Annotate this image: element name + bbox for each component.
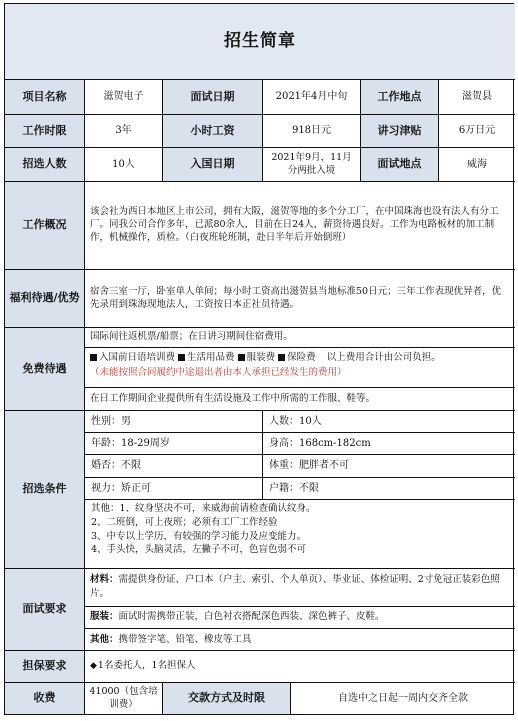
cond-weight: 体重：肥胖者不可 (263, 455, 515, 478)
free-benefits-block (85, 328, 515, 411)
guarantee-text: 1名委托人，1名担保人 (97, 660, 196, 672)
free-item-1 (90, 352, 175, 363)
value-training-allowance: 6万日元 (439, 115, 515, 148)
cond-age: 年龄：18-29周岁 (85, 433, 263, 455)
cond-other-4: 4、手头快，头脑灵活，左撇子不可，色盲色弱不可 (91, 544, 307, 556)
work-overview-text: 该会社为西日本地区上市公司，拥有大阪，滋贺等地的多个分工厂，在中国珠海也设有法人有分工厂。同我公司合作多年，已派80余人，目前在日24人，薪资待遇良好。工作为电路板材的加工制作，机械操作，质检。（白夜班轮班制，赴日半年后开始倒班） (85, 182, 515, 270)
free-item-2 (178, 352, 235, 363)
interview-block (85, 569, 515, 651)
free-item-4-text: 保险费 (287, 352, 316, 363)
label-fee: 收费 (5, 683, 85, 714)
label-payment-terms: 交款方式及时限 (163, 683, 291, 714)
cond-vision: 视力：矫正可 (85, 478, 263, 500)
square-bullet-icon (278, 354, 285, 361)
free-item-4 (278, 352, 316, 363)
other-label: 其他： (90, 633, 119, 645)
label-conditions: 招选条件 (5, 411, 85, 569)
free-line-airfare: 国际间往返机票/船票；在日讲习期间住宿费用。 (85, 328, 515, 348)
page-title-text: 招生简章 (224, 31, 296, 52)
interview-materials (85, 569, 515, 607)
square-bullet-icon (90, 354, 97, 361)
label-benefits: 福利待遇/优势 (5, 270, 85, 328)
guarantee-value (85, 651, 515, 683)
value-hourly-wage: 918日元 (263, 115, 361, 148)
cond-other-1: 其他：1、纹身坚决不可，来威海前请检查确认纹身。 (91, 503, 316, 514)
label-interview-location: 面试地点 (361, 148, 439, 182)
label-training-allowance: 讲习津贴 (361, 115, 439, 148)
value-project-name: 滋贺电子 (85, 80, 163, 115)
materials-label: 材料： (90, 574, 119, 585)
free-items-suffix: 以上费用合计由公司负担。 (326, 352, 441, 363)
materials-text: 需提供身份证、户口本（户主、索引、个人单页）、毕业证、体检证明、2寸免冠正装彩色照片。 (90, 574, 500, 600)
cond-others (85, 500, 515, 569)
label-work-location: 工作地点 (361, 80, 439, 115)
page-title (5, 4, 515, 80)
conditions-block (85, 411, 515, 569)
label-free-benefits: 免费待遇 (5, 328, 85, 411)
value-payment-terms: 自选中之日起一周内交齐全款 (338, 692, 468, 704)
label-work-overview: 工作概况 (5, 182, 85, 270)
free-item-3-text: 服装费 (246, 352, 276, 363)
free-item-1-text: 入国前日语培训费 (99, 352, 176, 363)
free-note-red: （未能按照合同履约中途退出者由本人承担已经发生的费用） (90, 366, 347, 378)
dress-text: 面试时需携带正装，白色衬衣搭配深色西装、深色裤子、皮鞋。 (118, 611, 385, 623)
square-bullet-icon (238, 354, 245, 361)
label-entry-date: 入国日期 (163, 148, 263, 182)
label-hourly-wage: 小时工资 (163, 115, 263, 148)
free-item-2-text: 生活用品费 (187, 352, 235, 363)
label-project-name: 项目名称 (5, 80, 85, 115)
cond-gender: 性别：男 (85, 411, 263, 433)
label-guarantee: 担保要求 (5, 651, 85, 683)
cond-other-2: 2、二班倒，可上夜班；必须有工厂工作经验 (91, 516, 278, 528)
value-interview-date: 2021年4月中旬 (263, 80, 361, 115)
diamond-bullet-icon: ◆ (90, 661, 97, 672)
label-interview-date: 面试日期 (163, 80, 263, 115)
cond-count: 人数：10人 (263, 411, 515, 433)
label-headcount: 招选人数 (5, 148, 85, 182)
value-entry-date: 2021年9月，11月分两批入境 (263, 148, 361, 182)
interview-other (85, 629, 515, 651)
value-interview-location: 威海 (439, 148, 515, 182)
value-headcount: 10人 (85, 148, 163, 182)
cond-height: 身高：168cm-182cm (263, 433, 515, 455)
interview-dress (85, 607, 515, 629)
value-work-period: 3年 (85, 115, 163, 148)
cond-hukou: 户籍：不限 (263, 478, 515, 500)
other-text: 携带签字笔、铅笔、橡皮等工具 (118, 633, 252, 645)
label-work-period: 工作时限 (5, 115, 85, 148)
free-line-costs (85, 348, 515, 388)
cond-other-3: 3、中专以上学历，有较强的学习能力及应变能力。 (91, 530, 307, 542)
cond-marriage: 婚否：不限 (85, 455, 263, 478)
admission-brochure-table (4, 3, 514, 715)
dress-label: 服装： (90, 611, 119, 623)
square-bullet-icon (178, 354, 185, 361)
free-item-3 (238, 352, 276, 363)
free-line-facilities: 在日工作期间企业提供所有生活设施及工作中所需的工作服、鞋等。 (90, 393, 376, 405)
value-fee: 41000（包含培训费） (85, 683, 163, 714)
value-work-location: 滋贺县 (439, 80, 515, 115)
label-interview-requirements: 面试要求 (5, 569, 85, 651)
benefits-text: 宿舍三室一厅，卧室单人单间；每小时工资高出滋贺县当地标准50日元；三年工作表现优异者，优先录用到珠海现地法人，工资按日本正社员待遇。 (85, 270, 515, 328)
